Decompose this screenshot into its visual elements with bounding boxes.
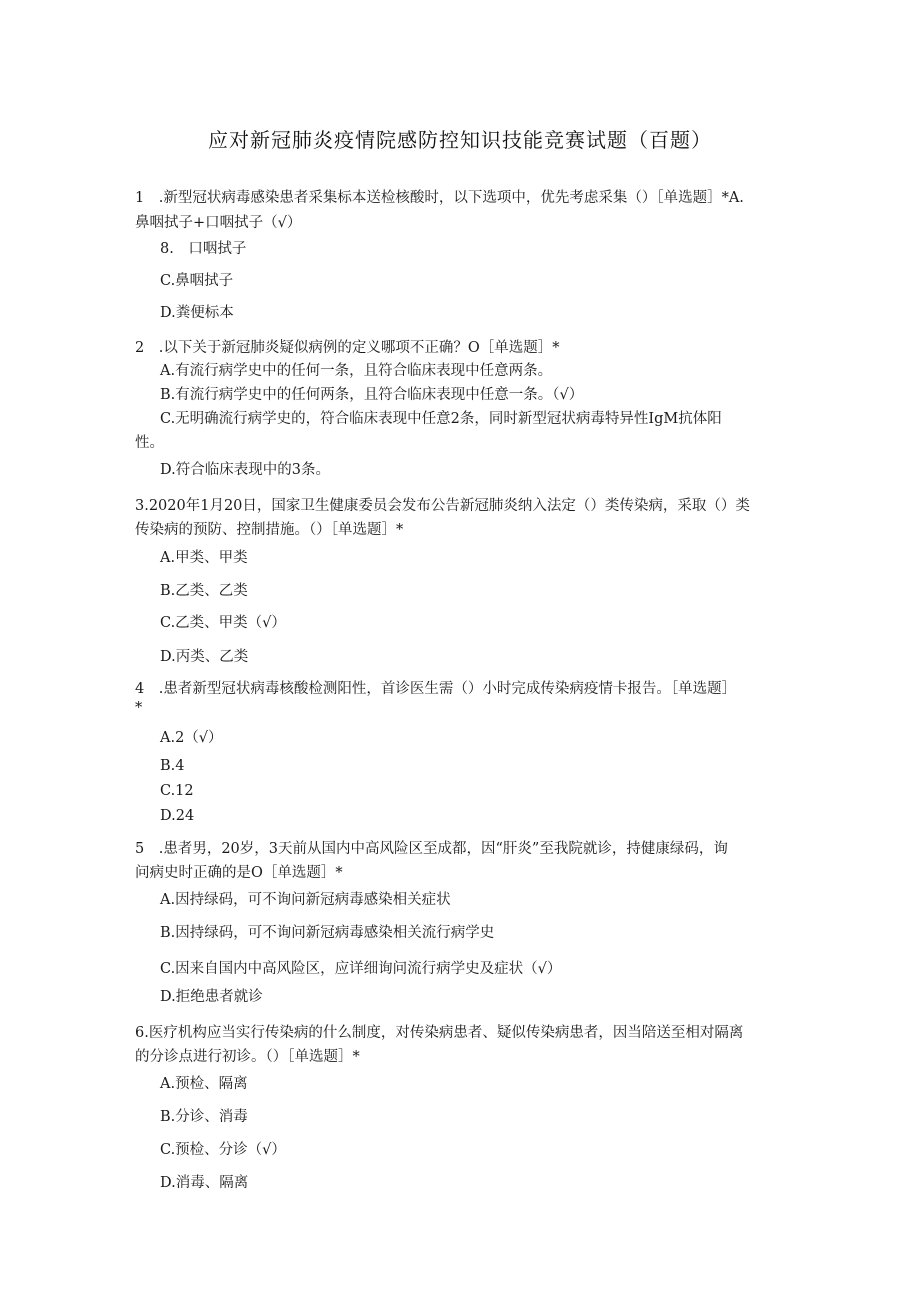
question-3-option-b: B.乙类、乙类: [160, 583, 248, 599]
question-4-option-c: C.12: [160, 783, 194, 799]
question-5-line-2: 问病史时正确的是O［单选题］*: [135, 865, 343, 881]
question-2-option-c: C.无明确流行病学史的，符合临床表现中任意2条，同时新型冠状病毒特异性IgM抗体阳: [160, 411, 722, 427]
question-5-option-a: A.因持绿码，可不询问新冠病毒感染相关症状: [160, 892, 451, 908]
question-6-line-1: 6.医疗机构应当实行传染病的什么制度，对传染病患者、疑似传染病患者，因当陪送至相对隔离: [135, 1025, 744, 1041]
question-1-line-1: 1 .新型冠状病毒感染患者采集标本送检核酸时，以下选项中，优先考虑采集（）［单选题］*A.: [135, 190, 744, 206]
question-6-option-b: B.分诊、消毒: [160, 1109, 248, 1125]
question-4-line-1: 4 .患者新型冠状病毒核酸检测阳性，首诊医生需（）小时完成传染病疫情卡报告。［单选题］: [135, 681, 737, 697]
question-3-option-d: D.丙类、乙类: [160, 649, 249, 665]
question-3-line-2: 传染病的预防、控制措施。（）［单选题］*: [135, 522, 404, 538]
question-2-option-d: D.符合临床表现中的3条。: [160, 462, 330, 478]
question-1-option-c: C.鼻咽拭子: [160, 273, 234, 289]
question-4-line-2: *: [135, 700, 143, 716]
question-6-option-c: C.预检、分诊（√）: [160, 1142, 286, 1158]
question-1-option-b: 8. 口咽拭子: [160, 241, 247, 257]
question-6-line-2: 的分诊点进行初诊。（）［单选题］*: [135, 1049, 360, 1065]
question-5-line-1: 5 .患者男，20岁，3天前从国内中高风险区至成都，因“肝炎”至我院就诊，持健康绿码，询: [135, 841, 728, 857]
question-5-option-c: C.因来自国内中高风险区，应详细询问流行病学史及症状（√）: [160, 961, 562, 977]
question-5-option-d: D.拒绝患者就诊: [160, 989, 263, 1005]
question-6-option-d: D.消毒、隔离: [160, 1175, 249, 1191]
question-3-line-1: 3.2020年1月20日，国家卫生健康委员会发布公告新冠肺炎纳入法定（）类传染病，采取（）类: [135, 498, 750, 514]
question-6-option-a: A.预检、隔离: [160, 1076, 248, 1092]
question-1-line-2: 鼻咽拭子+口咽拭子（√）: [135, 215, 302, 231]
question-3-option-c: C.乙类、甲类（√）: [160, 615, 286, 631]
question-4-option-a: A.2（√）: [160, 730, 223, 746]
question-4-option-b: B.4: [160, 758, 185, 774]
question-5-option-b: B.因持绿码，可不询问新冠病毒感染相关流行病学史: [160, 925, 495, 941]
question-4-option-d: D.24: [160, 808, 195, 824]
question-1-option-d: D.粪便标本: [160, 305, 234, 321]
question-2-option-b: B.有流行病学史中的任何两条，且符合临床表现中任意一条。（√）: [160, 387, 584, 403]
page-title: 应对新冠肺炎疫情院感防控知识技能竞赛试题（百题）: [208, 128, 712, 152]
question-2-line-1: 2 .以下关于新冠肺炎疑似病例的定义哪项不正确？O［单选题］*: [135, 340, 560, 356]
question-2-option-a: A.有流行病学史中的任何一条，且符合临床表现中任意两条。: [160, 363, 553, 379]
question-2-option-c-continuation: 性。: [135, 435, 164, 451]
question-3-option-a: A.甲类、甲类: [160, 550, 248, 566]
